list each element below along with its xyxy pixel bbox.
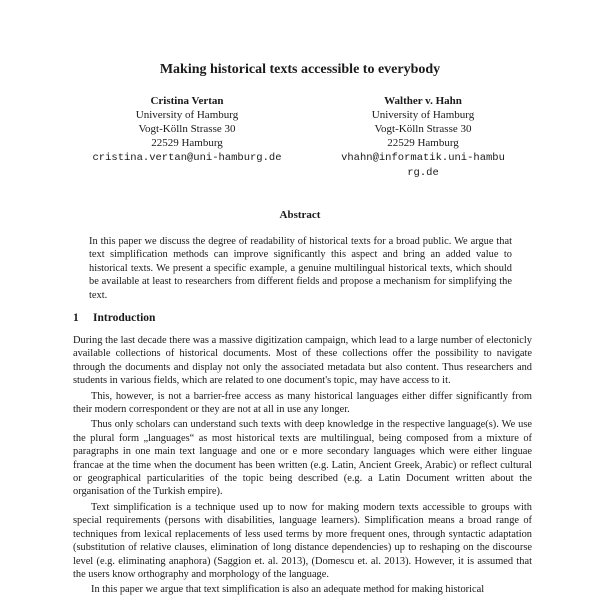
section-number: 1: [73, 312, 79, 324]
author-city: 22529 Hamburg: [387, 137, 459, 149]
paragraph: This, however, is not a barrier-free access as many historical languages either differ significantly from their modern correspondent or they are not at all in use any longer.: [73, 390, 532, 416]
author-street: Vogt-Kölln Strasse 30: [374, 123, 472, 135]
author-city: 22529 Hamburg: [151, 137, 223, 149]
section-title: Introduction: [93, 312, 156, 324]
paper-title: Making historical texts accessible to everybody: [159, 62, 441, 77]
author-block-2: [303, 94, 543, 181]
author-affiliation: University of Hamburg: [371, 109, 475, 121]
abstract-text: In this paper we discuss the degree of readability of historical texts for a broad public. We argue that text simplification methods can improve significantly this aspect and bring an added value to historical texts. We present a specific example, a genuine multilingual historical texts, which should be available at least to researchers from different fields and propose a mechanism for simplifying the text.: [89, 236, 512, 301]
author-affiliation: University of Hamburg: [135, 109, 239, 121]
paragraph: Text simplification is a technique used up to now for making modern texts accessible to groups with special requirements (persons with disabilities, language learners). Simplification means a broad range of techniques from lexical replacements of less used terms by more frequent ones, through syntactic adaptation (substitution of relative clauses, elimination of long distance dependencies) up to reshaping on the discourse level (e.g. eliminating anaphora) (Saggion et. al. 2013), (Domescu et. al. 2013). However, it is assumed that the users know orthography and morphology of the language.: [73, 501, 532, 580]
author-name: Cristina Vertan: [150, 95, 224, 107]
author-email[interactable]: cristina.vertan@uni-hamburg.de: [92, 152, 282, 164]
author-name: Walther v. Hahn: [384, 95, 462, 107]
author-block-1: [67, 94, 307, 166]
paragraph: In this paper we argue that text simplification is also an adequate method for making historical: [91, 584, 485, 596]
paragraph: Thus only scholars can understand such texts with deep knowledge in the respective language(s). We use the plural form „languages“ as most historical texts are multilingual, being composed from a mixture of paragraphs in one main text language and one or e more secondary languages which were either linguae francae at the time when the document has been written (e.g. Latin, Ancient Greek, Arabic) or reflect cultural or geographical particularities of the topic being described (e.g. a Latin Document written about the organisation of the Turkish empire).: [73, 419, 532, 498]
author-street: Vogt-Kölln Strasse 30: [138, 123, 236, 135]
paragraph: During the last decade there was a massive digitization campaign, which lead to a large number of electonicly available collections of historical documents. Most of these collections offer the possibility to navigate through the documents and display not only the associated metadata but also content. Thus researchers and students in various fields, which are related to one document's topic, may have access to it.: [73, 335, 532, 387]
section-heading: [73, 312, 155, 324]
abstract-heading: Abstract: [279, 209, 321, 221]
author-email[interactable]: vhahn@informatik.uni-hamburg.de: [341, 152, 505, 179]
section-body: [73, 334, 532, 599]
